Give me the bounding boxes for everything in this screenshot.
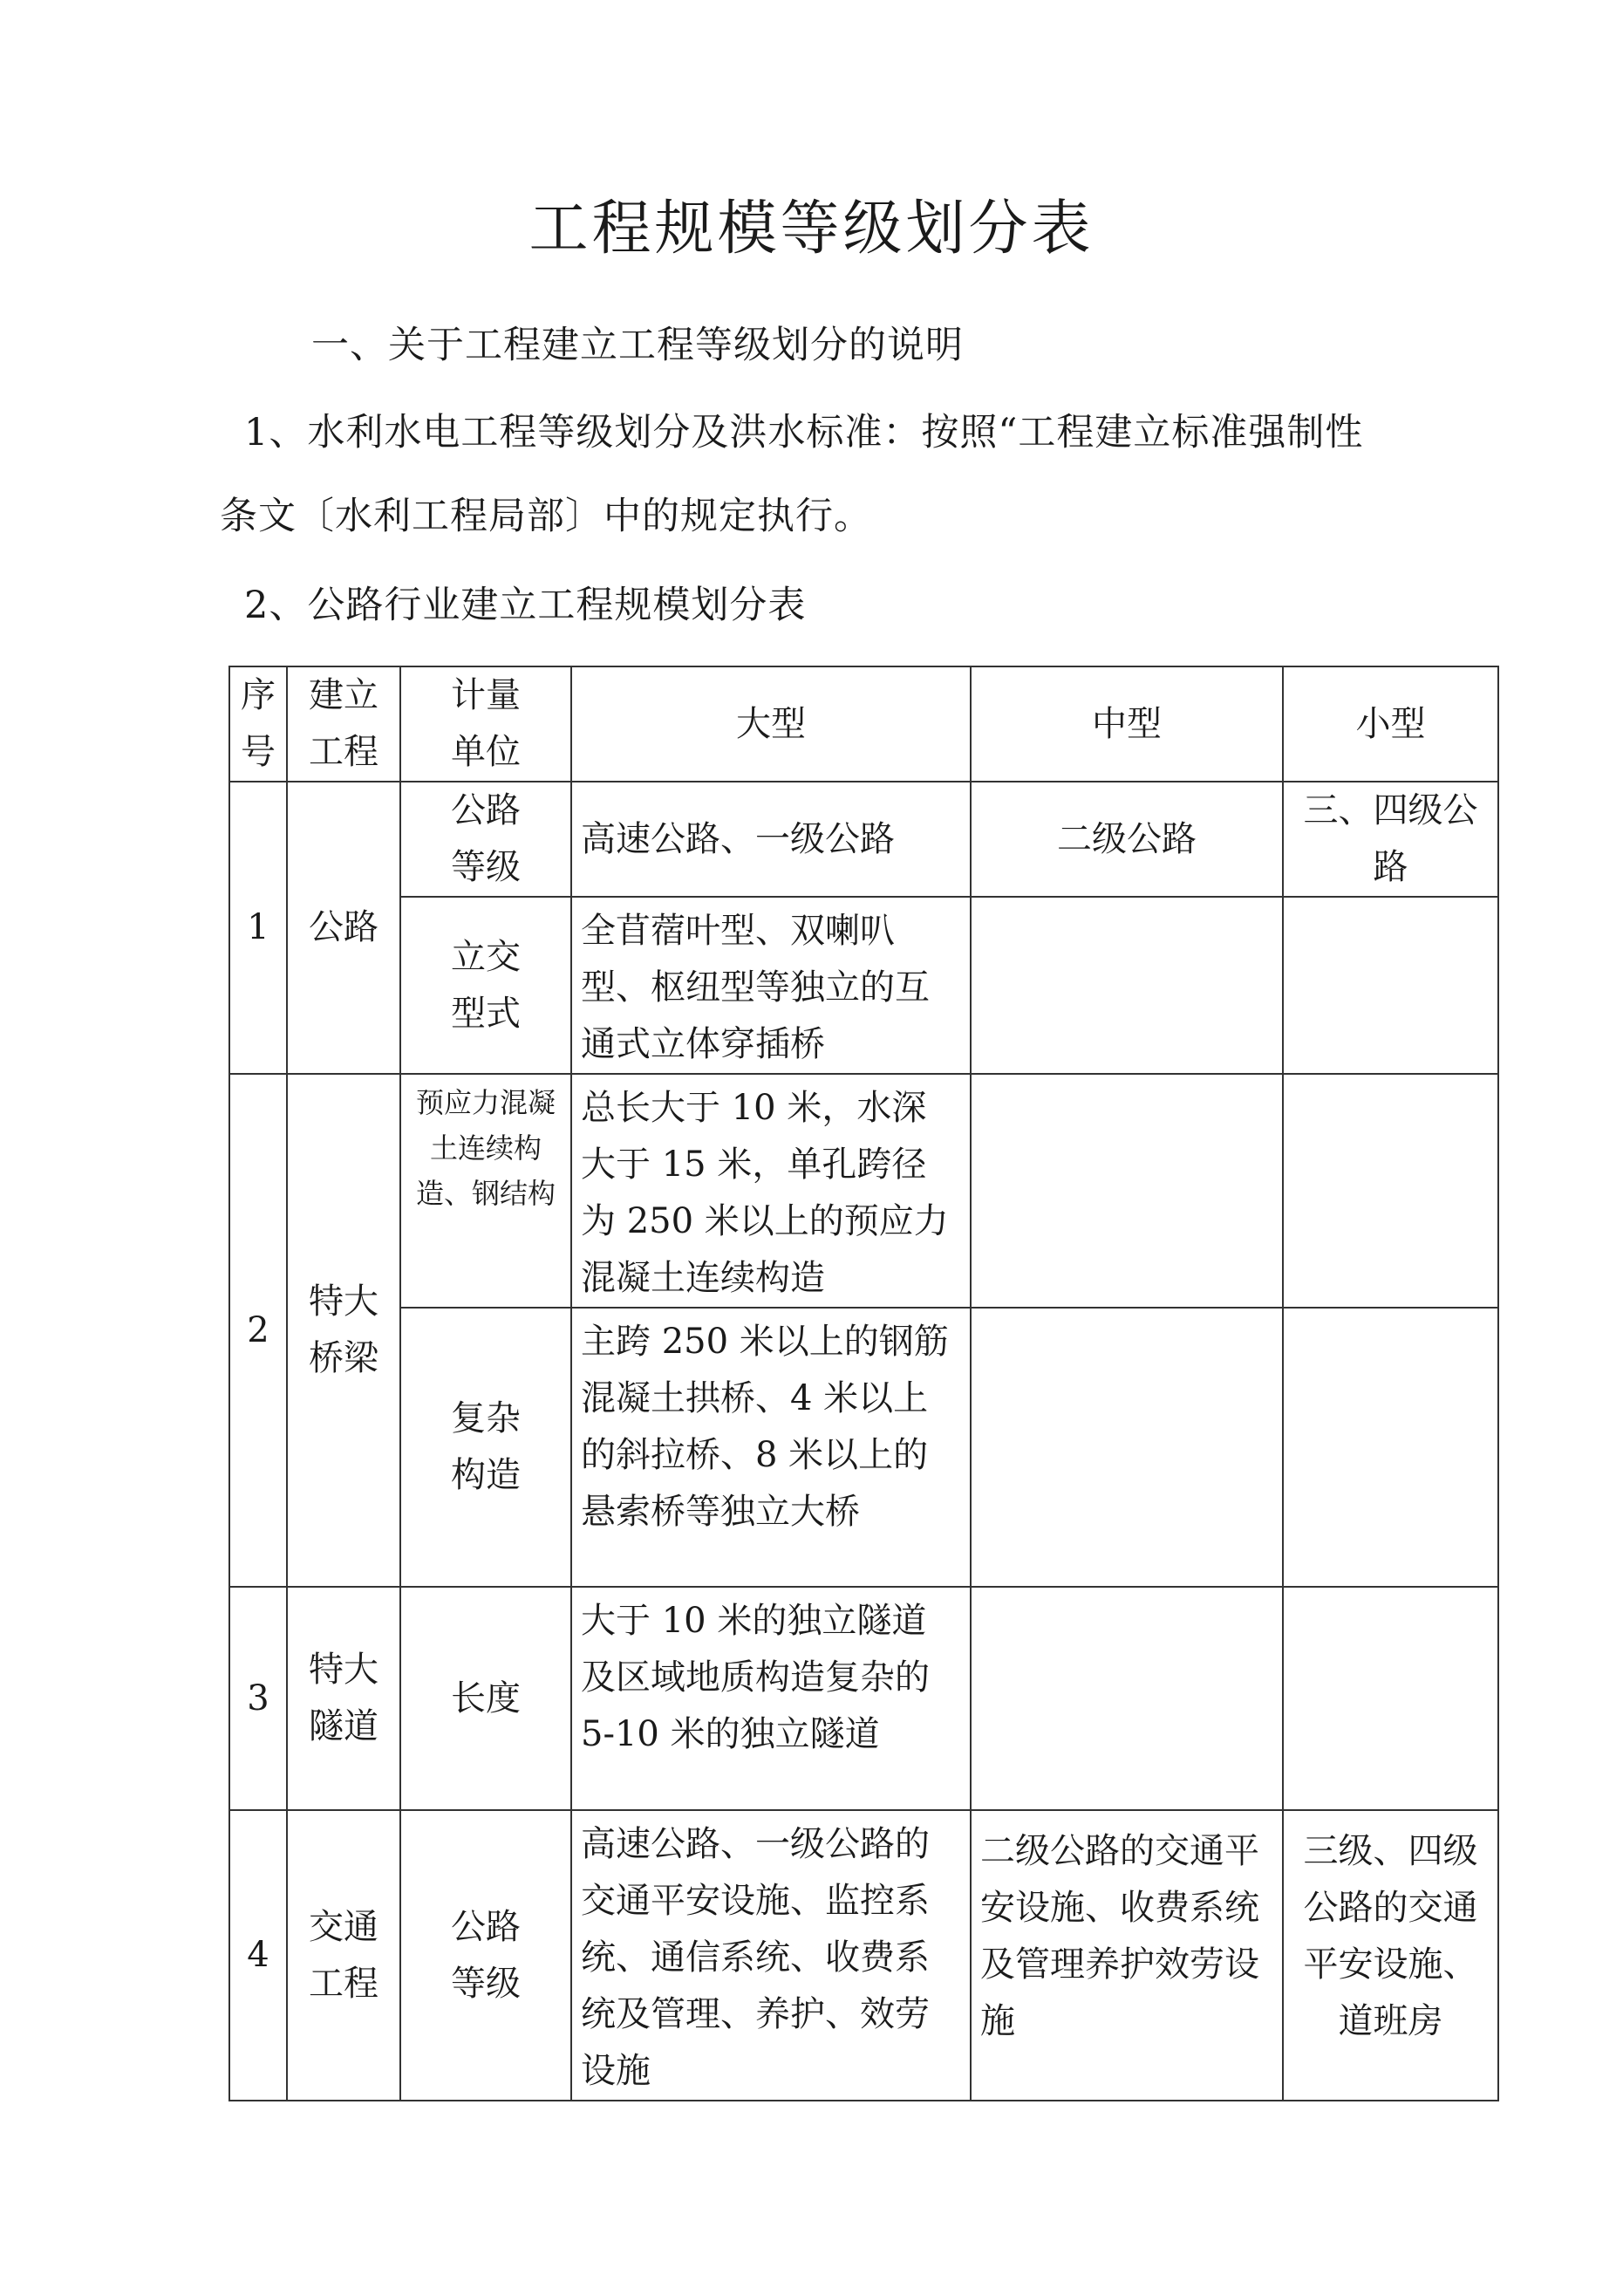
row-large: 总长大于 10 米，水深大于 15 米，单孔跨径为 250 米以上的预应力混凝土连续构造	[571, 1074, 971, 1308]
row-medium	[971, 1308, 1283, 1587]
row-unit: 公路等级	[400, 782, 571, 897]
scale-classification-table	[228, 666, 1499, 2101]
row-small	[1283, 1308, 1498, 1587]
row-project: 公路	[287, 782, 400, 1074]
row-seq: 4	[229, 1810, 287, 2101]
row-medium	[971, 1587, 1283, 1810]
row-medium	[971, 897, 1283, 1074]
row-large: 全苜蓿叶型、双喇叭型、枢纽型等独立的互通式立体穿插桥	[571, 897, 971, 1074]
item-1-line-2: 条文〔水利工程局部〕中的规定执行。	[220, 495, 872, 538]
row-medium: 二级公路	[971, 782, 1283, 897]
row-unit: 长度	[400, 1587, 571, 1810]
row-medium: 二级公路的交通平安设施、收费系统及管理养护效劳设施	[971, 1810, 1283, 2101]
item-1-line-1: 1、水利水电工程等级划分及洪水标准：按照“工程建立标准强制性	[244, 411, 1364, 454]
header-seq: 序号	[229, 666, 287, 782]
row-large: 高速公路、一级公路的交通平安设施、监控系统、通信系统、收费系统及管理、养护、效劳设施	[571, 1810, 971, 2101]
table-row	[229, 1587, 1498, 1810]
row-seq: 3	[229, 1587, 287, 1810]
section-heading: 一、关于工程建立工程等级划分的说明	[311, 324, 964, 367]
table-row	[229, 1308, 1498, 1587]
header-large: 大型	[571, 666, 971, 782]
table-row	[229, 897, 1498, 1074]
row-small: 三级、四级公路的交通平安设施、道班房	[1283, 1810, 1498, 2101]
table-row	[229, 782, 1498, 897]
table-header-row	[229, 666, 1498, 782]
row-small	[1283, 897, 1498, 1074]
row-large: 主跨 250 米以上的钢筋混凝土拱桥、4 米以上的斜拉桥、8 米以上的悬索桥等独立大桥	[571, 1308, 971, 1587]
row-unit: 立交型式	[400, 897, 571, 1074]
row-small	[1283, 1074, 1498, 1308]
row-unit: 复杂构造	[400, 1308, 571, 1587]
row-seq: 1	[229, 782, 287, 1074]
header-medium: 中型	[971, 666, 1283, 782]
row-small: 三、四级公路	[1283, 782, 1498, 897]
row-unit: 预应力混凝土连续构造、钢结构	[400, 1074, 571, 1308]
row-project: 特大桥梁	[287, 1074, 400, 1587]
item-2-heading: 2、公路行业建立工程规模划分表	[244, 584, 807, 627]
header-project: 建立工程	[287, 666, 400, 782]
row-medium	[971, 1074, 1283, 1308]
page-title: 工程规模等级划分表	[528, 195, 1095, 263]
row-large: 高速公路、一级公路	[571, 782, 971, 897]
row-project: 交通工程	[287, 1810, 400, 2101]
row-small	[1283, 1587, 1498, 1810]
row-large: 大于 10 米的独立隧道及区域地质构造复杂的 5-10 米的独立隧道	[571, 1587, 971, 1810]
row-seq: 2	[229, 1074, 287, 1587]
header-small: 小型	[1283, 666, 1498, 782]
header-unit: 计量单位	[400, 666, 571, 782]
table-row	[229, 1810, 1498, 2101]
table-row	[229, 1074, 1498, 1308]
row-project: 特大隧道	[287, 1587, 400, 1810]
row-unit: 公路等级	[400, 1810, 571, 2101]
